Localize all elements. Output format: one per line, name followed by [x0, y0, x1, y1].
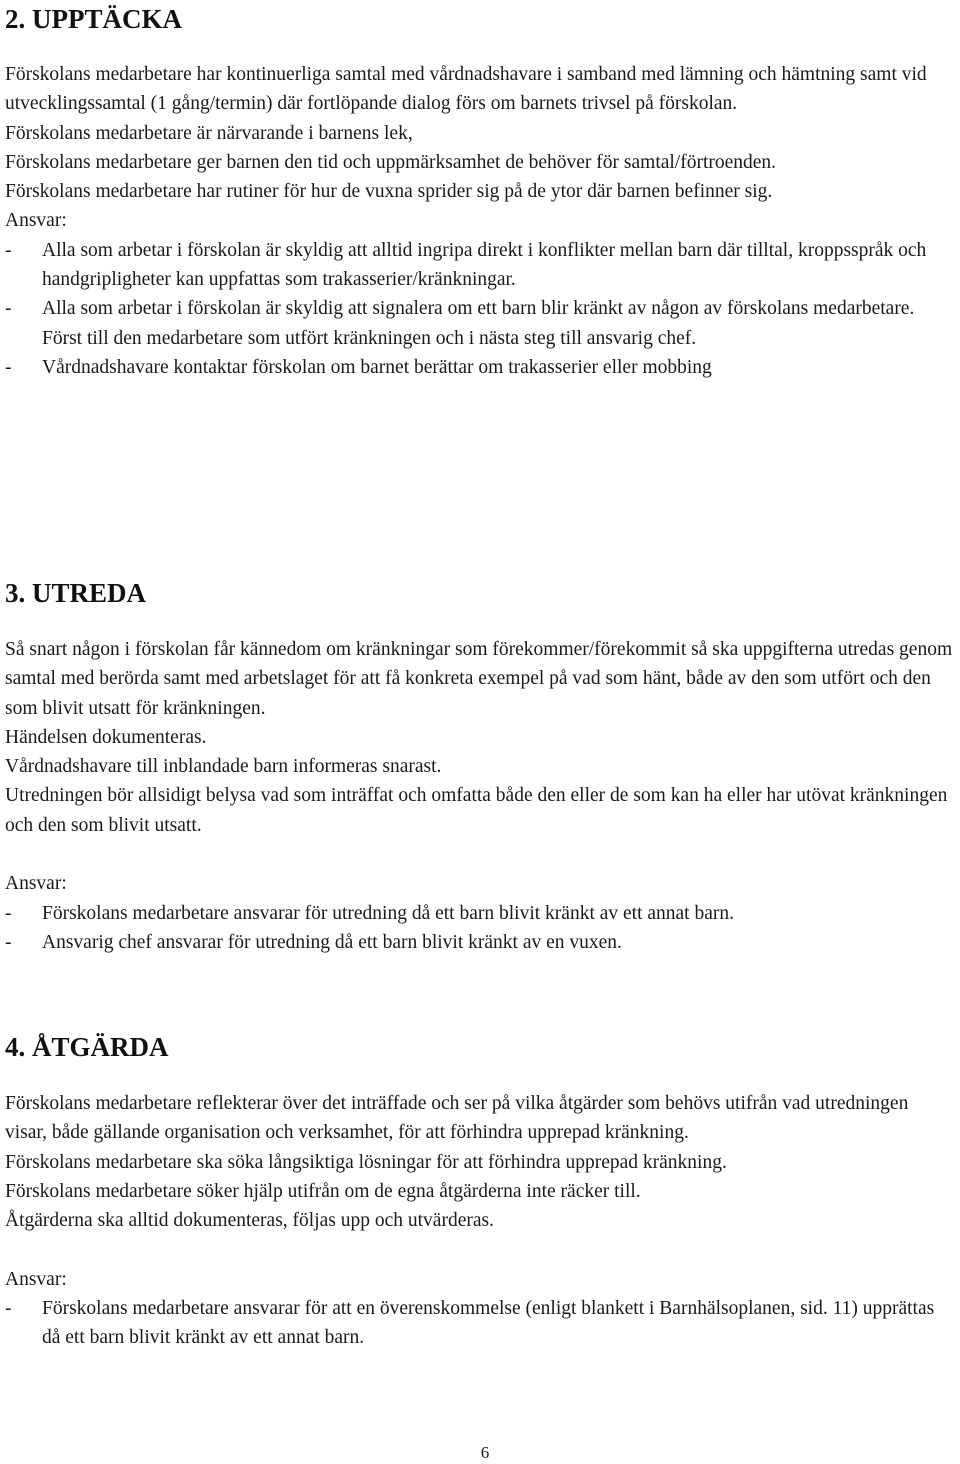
paragraph: Förskolans medarbetare reflekterar över det inträffade och ser på vilka åtgärder som behövs utifrån vad utredningen visar, både gällande organisation och verksamhet, för att förhindra upprepad kränkning. — [5, 1093, 909, 1144]
list-item-text: Vårdnadshavare kontaktar förskolan om barnet berättar om trakasserier eller mobbing — [42, 356, 712, 378]
paragraph: Förskolans medarbetare har kontinuerliga samtal med vårdnadshavare i samband med lämning och hämtning samt vid utvecklingssamtal (1 gång/termin) där fortlöpande dialog förs om barnets trivsel på förskolan. — [5, 64, 927, 115]
paragraph: Utredningen bör allsidigt belysa vad som inträffat och omfatta både den eller de som kan ha eller har utövat kränkningen och den som blivit utsatt. — [5, 785, 948, 836]
section-body-utreda — [5, 635, 955, 957]
section-heading-atgarda: 4. ÅTGÄRDA — [5, 1032, 169, 1062]
spacer — [5, 1235, 955, 1264]
list-item-text: Förskolans medarbetare ansvarar för utredning då ett barn blivit kränkt av ett annat barn. — [42, 902, 735, 924]
list-item — [5, 1294, 955, 1353]
section-body-atgarda — [5, 1089, 955, 1353]
list-item-text: Ansvarig chef ansvarar för utredning då ett barn blivit kränkt av en vuxen. — [42, 931, 622, 953]
bullet-dash: - — [5, 902, 12, 924]
paragraph: Förskolans medarbetare har rutiner för hur de vuxna sprider sig på de ytor där barnen befinner sig. — [5, 181, 773, 203]
ansvar-label: Ansvar: — [5, 1268, 67, 1290]
ansvar-list — [5, 1294, 955, 1353]
bullet-dash: - — [5, 356, 12, 378]
paragraph: Förskolans medarbetare ger barnen den tid och uppmärksamhet de behöver för samtal/förtroenden. — [5, 151, 777, 173]
bullet-dash: - — [5, 931, 12, 953]
ansvar-label: Ansvar: — [5, 210, 67, 232]
list-item — [5, 353, 955, 382]
section-body-upptacka — [5, 60, 955, 382]
paragraph: Så snart någon i förskolan får kännedom om kränkningar som förekommer/förekommit så ska uppgifterna utredas genom samtal med berörda samt med arbetslaget för att få konkreta exempel på vad som hänt, både av den som utfört och den som blivit utsatt för kränkningen. — [5, 639, 953, 719]
spacer — [5, 840, 955, 869]
paragraph: Förskolans medarbetare söker hjälp utifrån om de egna åtgärderna inte räcker till. — [5, 1180, 641, 1202]
page-number: 6 — [480, 1443, 490, 1462]
paragraph: Förskolans medarbetare ska söka långsiktiga lösningar för att förhindra upprepad kränkning. — [5, 1151, 727, 1173]
paragraph: Åtgärderna ska alltid dokumenteras, följas upp och utvärderas. — [5, 1210, 494, 1232]
ansvar-label: Ansvar: — [5, 873, 67, 895]
list-item-text: Alla som arbetar i förskolan är skyldig att signalera om ett barn blir kränkt av någon av förskolans medarbetare. Först till den medarbetare som utfört kränkningen och i nästa steg till ansvarig chef. — [42, 298, 915, 349]
paragraph: Vårdnadshavare till inblandade barn informeras snarast. — [5, 756, 442, 778]
ansvar-list — [5, 899, 955, 958]
ansvar-list — [5, 236, 955, 382]
paragraph: Förskolans medarbetare är närvarande i barnens lek, — [5, 122, 413, 144]
paragraph: Händelsen dokumenteras. — [5, 726, 207, 748]
section-heading-utreda: 3. UTREDA — [5, 578, 147, 608]
list-item — [5, 899, 955, 928]
list-item-text: Förskolans medarbetare ansvarar för att en överenskommelse (enligt blankett i Barnhälsoplanen, sid. 11) upprättas då ett barn blivit kränkt av ett annat barn. — [42, 1298, 935, 1349]
list-item — [5, 236, 955, 295]
list-item — [5, 928, 955, 957]
bullet-dash: - — [5, 1298, 12, 1320]
bullet-dash: - — [5, 298, 12, 320]
list-item-text: Alla som arbetar i förskolan är skyldig att alltid ingripa direkt i konflikter mellan barn där tilltal, kroppsspråk och handgripligheter kan uppfattas som trakasserier/kränkningar. — [42, 239, 927, 291]
bullet-dash: - — [5, 239, 12, 261]
list-item — [5, 294, 955, 353]
section-heading-upptacka: 2. UPPTÄCKA — [5, 4, 182, 34]
